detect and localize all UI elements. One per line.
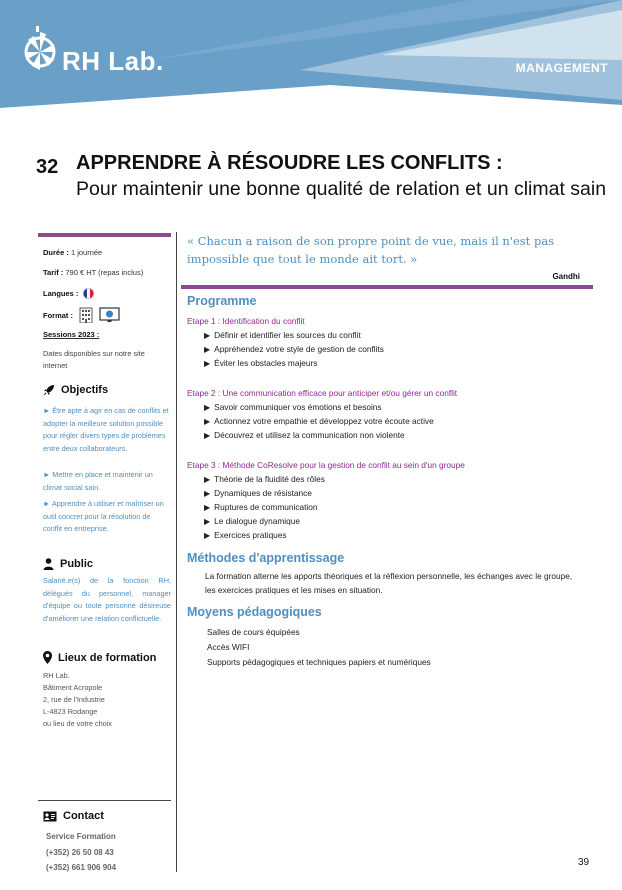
sidebar-accent-bar: [38, 233, 171, 237]
tarif-value: 790 € HT (repas inclus): [65, 268, 144, 277]
building-icon: [79, 307, 93, 323]
list-item-text: Le dialogue dynamique: [214, 516, 300, 526]
list-item: ▶ Découvrez et utilisez la communication non violente: [204, 430, 405, 440]
methodes-text: La formation alterne les apports théoriques et la réflexion personnelle, les échanges avec le groupe, les exercices pratiques et les mises en situation.: [205, 571, 573, 595]
list-item: ▶ Actionnez votre empathie et développez votre écoute active: [204, 416, 434, 426]
lieux-line: ou lieu de votre choix: [43, 719, 112, 728]
list-item: ▶ Théorie de la fluidité des rôles: [204, 474, 325, 484]
objectifs-heading: [43, 384, 171, 396]
langues-row: [43, 288, 171, 299]
tarif-row: [43, 268, 171, 277]
course-number: 32: [36, 156, 59, 178]
list-item: ▶ Appréhendez votre style de gestion de conflits: [204, 344, 384, 354]
list-item: ▶ Définir et identifier les sources du conflit: [204, 330, 361, 340]
programme-heading: Programme: [187, 294, 257, 308]
list-item-text: Définir et identifier les sources du conflit: [214, 330, 361, 340]
lieux-line: 2, rue de l'Industrie: [43, 695, 105, 704]
lieux-lines: [43, 670, 171, 730]
contact-card-icon: [43, 811, 57, 822]
format-row: [43, 307, 171, 323]
list-item-text: Savoir communiquer vos émotions et besoins: [214, 402, 382, 412]
public-heading: [43, 558, 171, 570]
moyens-heading: Moyens pédagogiques: [187, 605, 322, 619]
duree-row: [43, 248, 171, 257]
lieux-line: Bâtiment Acropole: [43, 683, 103, 692]
duree-value: 1 journée: [70, 248, 103, 257]
step-label: Etape 2 : Une communication efficace pour anticiper et/ou gérer un conflit: [187, 388, 458, 398]
step-label: Etape 3 : Méthode CoResolve pour la gestion de conflit au sein d'un groupe: [187, 460, 465, 470]
list-item: ▶ Dynamiques de résistance: [204, 488, 312, 498]
page-number: 39: [578, 857, 590, 868]
contact-title: Contact: [63, 810, 104, 822]
contact-phone: (+352) 26 50 08 43: [46, 847, 114, 857]
sessions-label-text: Sessions 2023 :: [43, 330, 100, 339]
methodes-heading: Méthodes d'apprentissage: [187, 551, 345, 565]
contact-heading: [43, 810, 171, 822]
public-title: Public: [60, 558, 94, 570]
list-item-text: Éviter les obstacles majeurs: [214, 358, 318, 368]
person-icon: [43, 558, 54, 570]
objectif-item: ► Mettre en place et maintenir un climat social sain.: [43, 470, 153, 492]
step-label: Etape 1 : Identification du conflit: [187, 316, 305, 326]
list-item-text: Découvrez et utilisez la communication non violente: [214, 430, 405, 440]
public-text: Salarié.e(s) de la fonction RH, délégués du personnel, manager d'équipe ou toute personne désireuse d'améliorer une relation conflictuelle.: [43, 576, 171, 623]
lieux-heading: [43, 651, 171, 664]
page-subtitle: Pour maintenir une bonne qualité de relation et un climat sain: [76, 178, 607, 200]
format-label: Format :: [43, 310, 73, 320]
list-item: ▶ Éviter les obstacles majeurs: [204, 358, 318, 368]
lieux-line: RH Lab.: [43, 671, 70, 680]
french-flag-icon: [83, 288, 94, 299]
moyens-item: Accès WIFI: [207, 642, 250, 652]
sessions-text: Dates disponibles sur notre site internet: [43, 349, 145, 370]
quote-text: « Chacun a raison de son propre point de vue, mais il n'est pas impossible que tout le monde ait tort. »: [187, 234, 555, 266]
list-item-text: Appréhendez votre style de gestion de conflits: [214, 344, 384, 354]
list-item: ▶ Ruptures de communication: [204, 502, 318, 512]
online-monitor-icon: [99, 307, 120, 323]
tarif-label: Tarif :: [43, 268, 64, 277]
lieux-title: Lieux de formation: [58, 651, 157, 664]
moyens-item: Salles de cours équipées: [207, 627, 300, 637]
list-item-text: Théorie de la fluidité des rôles: [214, 474, 325, 484]
list-item: ▶ Exercices pratiques: [204, 530, 287, 540]
contact-phone: (+352) 661 906 904: [46, 863, 117, 872]
rocket-icon: [43, 384, 55, 396]
main-accent-bar: [181, 285, 593, 289]
contact-lines: [46, 829, 174, 876]
contact-line: Service Formation: [46, 832, 116, 841]
moyens-item: Supports pédagogiques et techniques papiers et numériques: [207, 657, 431, 667]
logo-text: RH Lab.: [62, 46, 164, 76]
list-item: ▶ Savoir communiquer vos émotions et besoins: [204, 402, 382, 412]
section-tag: MANAGEMENT: [515, 61, 608, 75]
sessions-label: [43, 330, 171, 339]
objectif-item: ► Apprendre à utiliser et maîtriser un outil concret pour la résolution de conflit en entreprise.: [43, 499, 164, 534]
page-title: APPRENDRE À RÉSOUDRE LES CONFLITS :: [76, 152, 503, 174]
list-item-text: Actionnez votre empathie et développez votre écoute active: [214, 416, 434, 426]
column-divider: [176, 232, 177, 872]
langues-label: Langues :: [43, 289, 79, 298]
list-item-text: Dynamiques de résistance: [214, 488, 312, 498]
contact-divider: [38, 800, 171, 801]
lieux-line: L-4823 Rodange: [43, 707, 98, 716]
objectif-item: ► Être apte à agir en cas de conflits et adopter la meilleure solution possible pour régler divers types de problèmes entre deux collaborateurs.: [43, 406, 169, 453]
objectifs-title: Objectifs: [61, 384, 109, 396]
duree-label: Durée :: [43, 248, 69, 257]
quote-author: Gandhi: [552, 272, 580, 281]
location-pin-icon: [43, 651, 52, 664]
list-item-text: Ruptures de communication: [214, 502, 318, 512]
list-item: ▶ Le dialogue dynamique: [204, 516, 300, 526]
list-item-text: Exercices pratiques: [214, 530, 287, 540]
